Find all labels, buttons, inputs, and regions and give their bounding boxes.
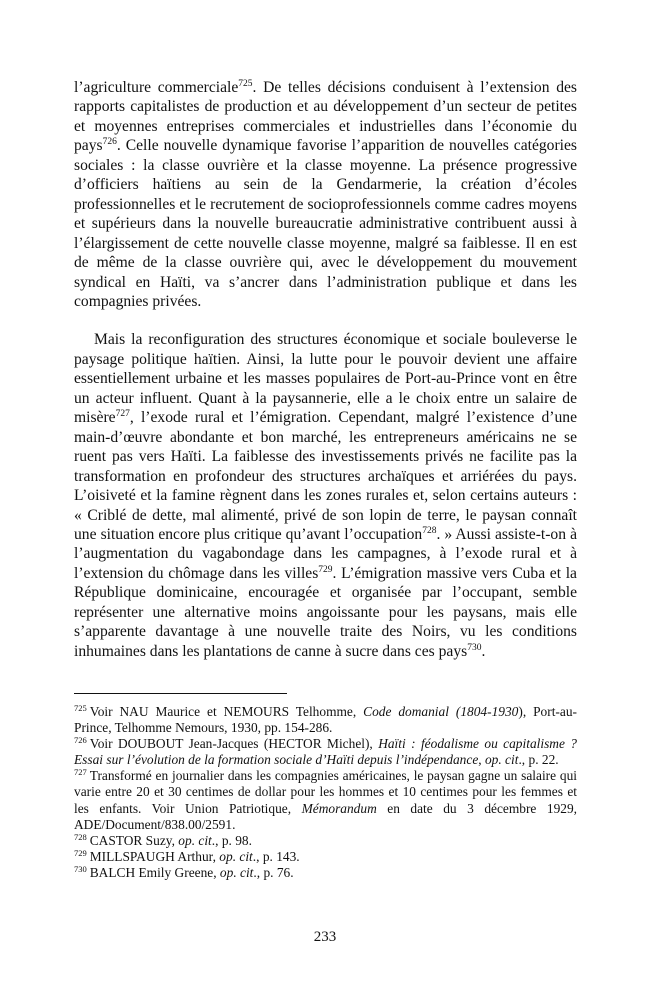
footnote-reference: 730 (467, 642, 482, 653)
footnotes (74, 704, 577, 881)
italic-text: op. cit (219, 864, 254, 880)
paragraph: l’agriculture commerciale$^{725}$. De telles décisions conduisent à l’extension des rapports capitalistes de production et au développement d’un secteur de petites et moyennes entreprises commerciales et industrielles dans l’économie du pays$^{726}$. Celle nouvelle dynamique favorise l’apparition de nouvelles catégories sociales : la classe ouvrière et la classe moyenne. La présence progressive d’officiers haïtiens au sein de la Gendarmerie, la création d’écoles professionnelles et le recrutement de socioprofessionnels comme cadres moyens et supérieurs dans la nouvelle bureaucratie administrative contribuent aussi à l’élargissement de cette nouvelle classe moyenne, malgré sa faiblesse. Il en est de même de la classe ouvrière qui, avec le développement du mouvement syndical en Haïti, va s’ancrer dans l’administration publique et dans les compagnies privées. (74, 79, 577, 310)
footnote-reference: 727 (115, 409, 130, 420)
footnote-reference: 726 (102, 137, 117, 148)
footnote-number: 726 (74, 735, 87, 746)
footnote-number: 727 (74, 767, 87, 778)
footnote-text: Voir DOUBOUT Jean-Jacques (HECTOR Michel), Haïti : féodalisme ou capitalisme ? Essai sur l’évolution de la formation sociale d’Haïti depuis l’indépendance, op. cit., p. 22. (74, 736, 577, 768)
footnote-number: 725 (74, 703, 87, 713)
footnote-728 (74, 833, 577, 849)
footnote-727 (74, 768, 577, 832)
footnote-730 (74, 865, 577, 881)
footnote-725 (74, 704, 577, 736)
page-body (74, 78, 577, 661)
footnote-number: 729 (74, 847, 87, 858)
page-number: 233 (313, 929, 337, 945)
footnote-reference: 725 (238, 79, 253, 89)
footnote-reference: 728 (422, 525, 437, 536)
footnote-text: CASTOR Suzy, op. cit., p. 98. (89, 832, 252, 848)
paragraph: Mais la reconfiguration des structures économique et sociale bouleverse le paysage politique haïtien. Ainsi, la lutte pour le pouvoir devient une affaire essentiellement urbaine et les masses populaires de Port-au-Prince vont en être un acteur influent. Quant à la paysannerie, elle a le choix entre un salaire de misère$^{727}$, l’exode rural et l’émigration. Cependant, malgré l’existence d’une main-d’œuvre abondante et bon marché, les entrepreneurs américains ne se ruent pas vers Haïti. La faiblesse des investissements privés ne facilite pas la transformation en profondeur des structures archaïques et arriérées du pays. L’oisiveté et la famine règnent dans les zones rurales et, selon certains auteurs : « Criblé de dette, mal alimenté, privé de son lopin de terre, le paysan connaît une situation encore plus critique qu’avant l’occupation$^{728}$. » Aussi assiste-t-on à l’augmentation du vagabondage dans les campagnes, à l’exode rural et à l’extension du chômage dans les villes$^{729}$. L’émigration massive vers Cuba et la République dominicaine, encouragée et organisée par l’occupant, semble représenter une alternative moins angoissante pour les paysans, mais elle s’apparente davantage à une nouvelle traite des Noirs, vu les conditions inhumaines dans les plantations de canne à sucre dans ces pays$^{730}$. (74, 331, 577, 660)
footnote-726 (74, 736, 577, 768)
italic-text: op. cit (178, 832, 212, 848)
italic-text: op. cit (219, 848, 253, 864)
footnote-separator (74, 693, 287, 694)
footnote-number: 730 (74, 863, 87, 874)
footnote-text: Transformé en journalier dans les compagnies américaines, le paysan gagne un salaire qui varie entre 20 et 30 centimes de dollar pour les hommes et 10 centimes pour les femmes et les enfants. Voir Union Patriotique, Mémorandum en date du 3 décembre 1929, ADE/Document/838.00/2591. (74, 768, 578, 832)
footnote-729 (74, 849, 577, 865)
italic-text: Haïti : féodalisme ou capitalisme ? Essai sur l’évolution de la formation sociale d’Haïti depuis l’indépendance (74, 736, 577, 768)
footnote-text: MILLSPAUGH Arthur, op. cit., p. 143. (89, 848, 300, 864)
italic-text: op. cit (484, 752, 519, 768)
italic-text: Code domanial (1804-1930 (363, 704, 519, 719)
footnote-text: Voir NAU Maurice et NEMOURS Telhomme, Code domanial (1804-1930), Port-au-Prince, Telhomme Nemours, 1930, pp. 154-286. (74, 704, 577, 736)
footnote-text: BALCH Emily Greene, op. cit., p. 76. (89, 864, 294, 880)
footnote-reference: 729 (318, 564, 333, 575)
italic-text: Mémorandum (301, 800, 377, 816)
body-text (74, 78, 577, 661)
footnote-number: 728 (74, 831, 87, 842)
